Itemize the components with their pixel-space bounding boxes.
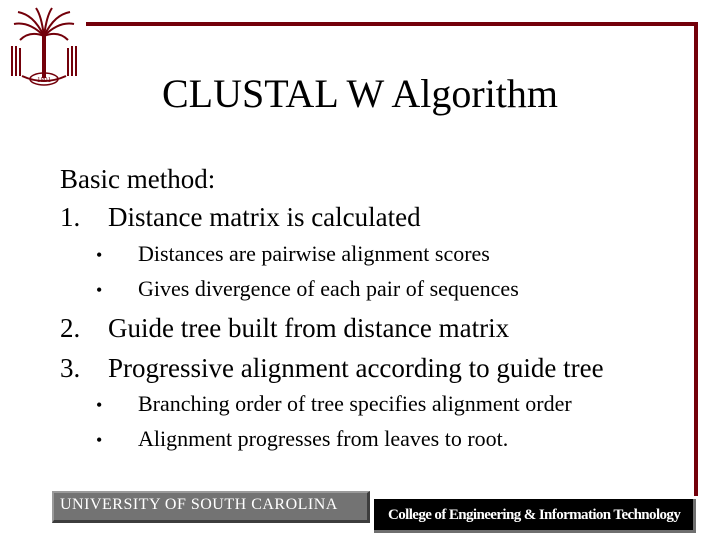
sub-bullet-1-1 (96, 240, 490, 269)
bullet-icon: • (96, 430, 103, 450)
item-number: 3. (60, 353, 81, 383)
bullet-icon: • (96, 395, 103, 415)
sub-bullet-3-1 (96, 390, 572, 419)
slide-frame-top (86, 22, 698, 26)
bullet-icon: • (96, 245, 103, 265)
lead-text: Basic method: (60, 164, 216, 194)
numbered-item-3 (60, 351, 604, 385)
item-number: 2. (60, 313, 81, 343)
university-banner: UNIVERSITY OF SOUTH CAROLINA (52, 491, 370, 523)
slide-frame-right (694, 22, 698, 496)
university-seal-logo (4, 6, 84, 88)
sub-bullet-text: Distances are pairwise alignment scores (138, 241, 490, 266)
sub-bullet-text: Gives divergence of each pair of sequences (138, 276, 519, 301)
item-text: Guide tree built from distance matrix (108, 313, 510, 343)
college-banner: College of Engineering & Information Technology (374, 499, 696, 533)
sub-bullet-text: Branching order of tree specifies alignment order (138, 391, 572, 416)
numbered-item-2 (60, 311, 509, 345)
sub-bullet-text: Alignment progresses from leaves to root. (138, 426, 509, 451)
bullet-icon: • (96, 280, 103, 300)
sub-bullet-1-2 (96, 275, 519, 304)
slide-title: CLUSTAL W Algorithm (161, 71, 559, 116)
numbered-item-1 (60, 200, 421, 234)
seal-year: 1801 (37, 76, 51, 84)
item-text: Distance matrix is calculated (108, 202, 421, 232)
sub-bullet-3-2 (96, 425, 508, 454)
item-text: Progressive alignment according to guide tree (108, 353, 604, 383)
item-number: 1. (60, 202, 81, 232)
